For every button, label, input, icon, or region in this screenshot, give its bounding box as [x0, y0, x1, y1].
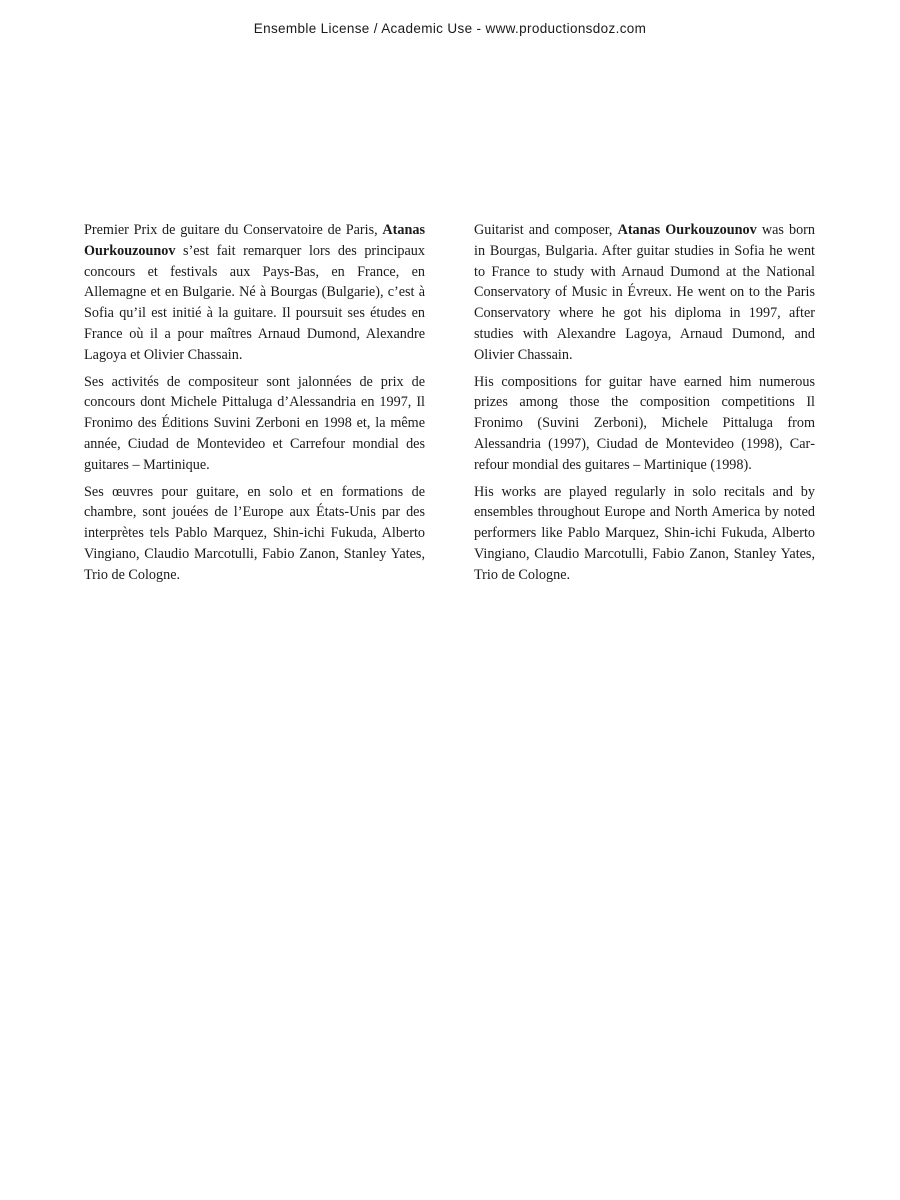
french-artist-name: Atanas Ourkouzounov	[84, 222, 425, 259]
english-p1-intro: Guitarist and composer,	[474, 222, 618, 238]
english-artist-name: Atanas Ourkouzounov	[617, 222, 757, 238]
french-paragraph-1	[84, 220, 425, 366]
english-paragraph-3: His works are played regularly in solo recitals and by ensembles throughout Europe and North America by noted performers like Pablo Marquez, Shin-ichi Fukuda, Alberto Vingiano, Claudio Marcotulli, Fabio Zanon, Stanley Yates, Trio de Cologne.	[474, 483, 815, 583]
french-biography-column	[84, 220, 425, 592]
license-watermark: Ensemble License / Academic Use - www.productionsdoz.com	[253, 21, 647, 36]
french-p1-intro: Premier Prix de guitare du Conservatoire de Paris,	[84, 222, 383, 238]
english-biography-column	[474, 220, 815, 592]
french-p1-rest: s’est fait remarquer lors des principaux concours et festivals aux Pays-Bas, en France, en Allemagne et en Bulgarie. Né à Bourgas (Bulgarie), c’est à Sofia qu’il est initié à la guitare. Il poursuit ses études en France où il a pour maîtres Arnaud Dumond, Alexandre Lagoya et Olivier Chassain.	[84, 242, 425, 363]
english-paragraph-1	[474, 220, 815, 366]
english-paragraph-2: His compositions for guitar have earned him numerous prizes among those the composition competitions Il Fronimo (Suvini Zerboni), Michele Pittaluga from Alessandria (1997), Ciudad de Montevideo (1998), Carrefour mondial des guitares – Martinique (1998).	[474, 373, 815, 473]
french-paragraph-2: Ses activités de compositeur sont jalonnées de prix de concours dont Michele Pittaluga d’Alessandria en 1997, Il Fronimo des Éditions Suvini Zerboni en 1998 et, la même année, Ciudad de Montevideo et Carrefour mondial des guitares – Martinique.	[84, 373, 425, 473]
french-paragraph-3: Ses œuvres pour guitare, en solo et en formations de chambre, sont jouées de l’Europe aux États-Unis par des interprètes tels Pablo Marquez, Shin-ichi Fukuda, Alberto Vingiano, Claudio Marcotulli, Fabio Zanon, Stanley Yates, Trio de Cologne.	[84, 483, 425, 583]
english-p1-rest: was born in Bourgas, Bulgaria. After guitar studies in Sofia he went to France to study with Arnaud Dumond at the National Conservatory of Music in Évreux. He went on to the Paris Conservatory where he got his diploma in 1997, after studies with Alexandre Lagoya, Arnaud Dumond, and Olivier Chassain.	[474, 222, 815, 363]
